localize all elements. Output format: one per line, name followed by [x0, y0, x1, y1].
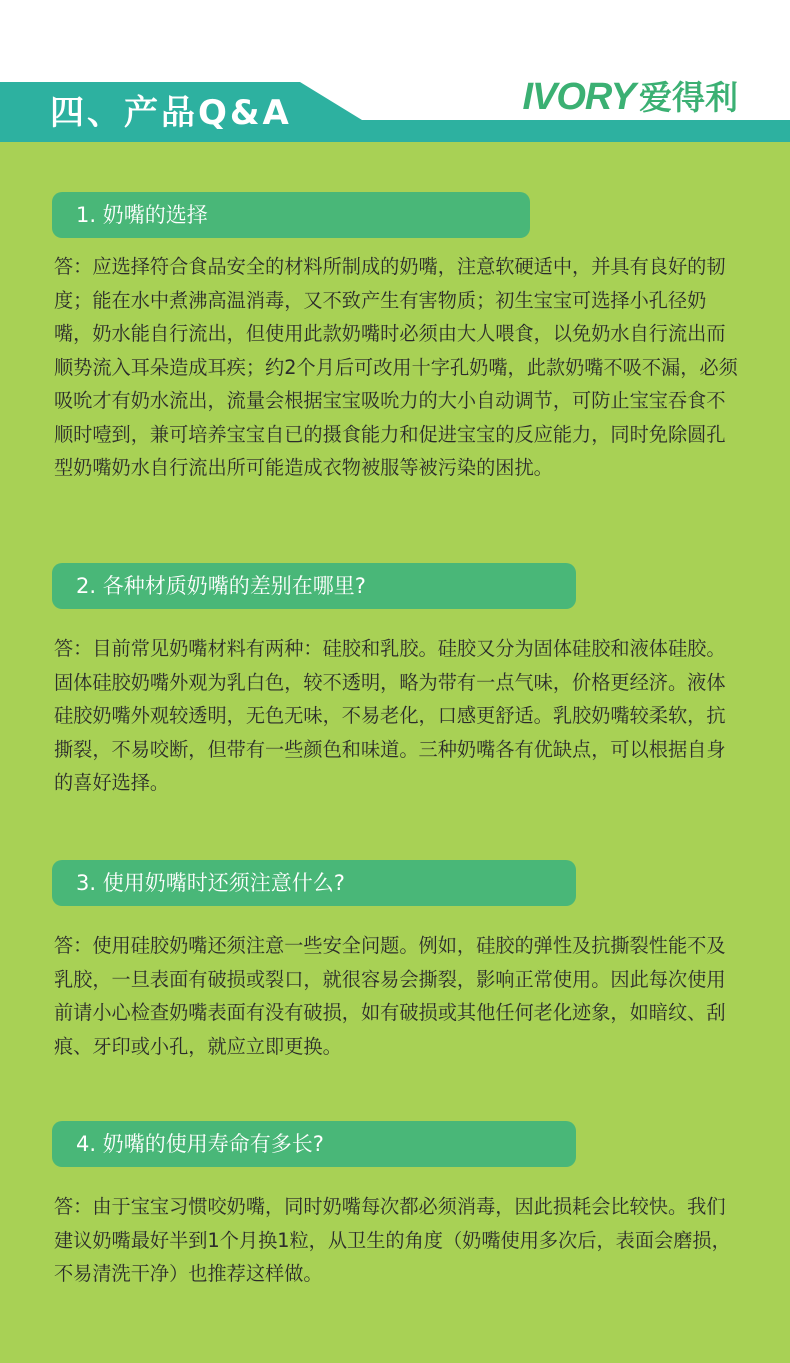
- answer-text-2: 答：目前常见奶嘴材料有两种：硅胶和乳胶。硅胶又分为固体硅胶和液体硅胶。固体硅胶奶嘴外观为乳白色，较不透明，略为带有一点气味，价格更经济。液体硅胶奶嘴外观较透明，无色无味，不易老化，口感更舒适。乳胶奶嘴较柔软，抗撕裂，不易咬断，但带有一些颜色和味道。三种奶嘴各有优缺点，可以根据自身的喜好选择。: [54, 637, 726, 794]
- question-bar-2: 2. 各种材质奶嘴的差别在哪里?: [52, 563, 576, 609]
- page-title: 四、产品Q&A: [50, 93, 292, 133]
- question-bar-3: 3. 使用奶嘴时还须注意什么?: [52, 860, 576, 906]
- question-bar-4: 4. 奶嘴的使用寿命有多长?: [52, 1121, 576, 1167]
- answer-text-1: 答：应选择符合食品安全的材料所制成的奶嘴，注意软硬适中，并具有良好的韧度；能在水中煮沸高温消毒，又不致产生有害物质；初生宝宝可选择小孔径奶嘴，奶水能自行流出，但使用此款奶嘴时必须由大人喂食，以免奶水自行流出而顺势流入耳朵造成耳疾；约2个月后可改用十字孔奶嘴，此款奶嘴不吸不漏，必须吸吮才有奶水流出，流量会根据宝宝吸吮力的大小自动调节，可防止宝宝吞食不顺时噎到，兼可培养宝宝自已的摄食能力和促进宝宝的反应能力，同时免除圆孔型奶嘴奶水自行流出所可能造成衣物被服等被污染的困扰。: [54, 255, 738, 479]
- brand-logo-latin: IVORY: [522, 76, 635, 118]
- answer-text-4: 答：由于宝宝习惯咬奶嘴，同时奶嘴每次都必须消毒，因此损耗会比较快。我们建议奶嘴最好半到1个月换1粒，从卫生的角度（奶嘴使用多次后，表面会磨损，不易清洗干净）也推荐这样做。: [54, 1195, 731, 1285]
- answer-text-3: 答：使用硅胶奶嘴还须注意一些安全问题。例如，硅胶的弹性及抗撕裂性能不及乳胶，一旦表面有破损或裂口，就很容易会撕裂，影响正常使用。因此每次使用前请小心检查奶嘴表面有没有破损，如有破损或其他任何老化迹象，如暗纹、刮痕、牙印或小孔，就应立即更换。: [54, 934, 726, 1058]
- brand-logo: [522, 72, 738, 119]
- brand-logo-chinese: 爱得利: [639, 78, 738, 117]
- question-bar-1: 1. 奶嘴的选择: [52, 192, 530, 238]
